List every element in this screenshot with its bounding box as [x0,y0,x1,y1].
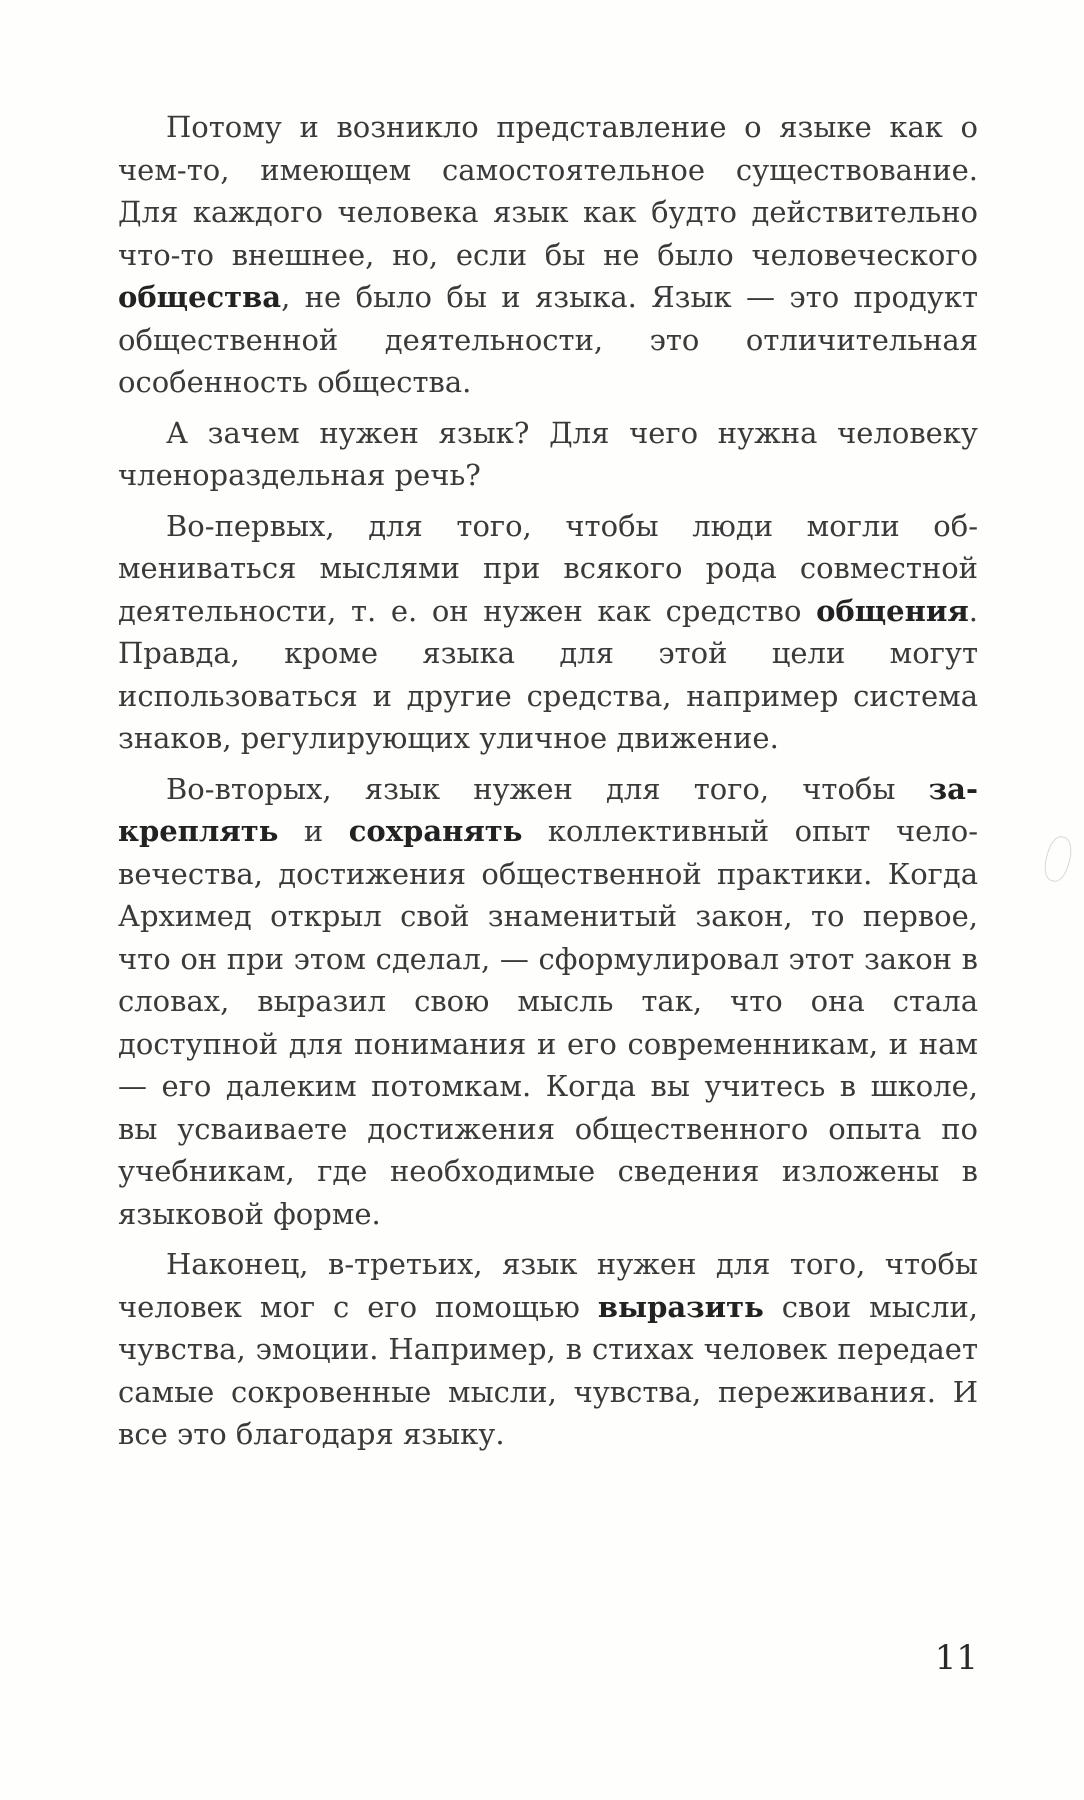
text-run: Во-вторых, язык нужен для того, чтобы [166,771,929,806]
bold-term: закреплять [118,771,978,848]
bold-term: общества [118,280,282,314]
text-run: и [278,814,349,848]
body-text [118,106,978,1464]
margin-pencil-mark [1041,834,1075,884]
bold-term: выразить [597,1289,764,1324]
bold-term: общения [816,593,969,628]
text-run: Потому и возникло представление о языке как о чем-то, имеющем самостоятельное существование. Для каждого человека язык как будто действительно что-то внешнее, но, если бы не было человеческого [118,110,978,272]
text-run: Во-первых, для того, чтобы люди могли обмениваться мыслями при всякого рода совместной деятельности, т. е. он нужен как средство [118,508,978,628]
paragraph [118,106,978,404]
paragraph [118,505,978,760]
bold-term: сохранять [348,814,523,848]
page-number: 11 [934,1638,978,1678]
text-run: свои мысли, чувства, эмоции. Например, в стихах человек передает самые сокровенные мысли, чувства, переживания. И все это благодаря языку. [118,1289,978,1451]
text-run: . Правда, кроме языка для этой цели могут использоваться и другие средства, например система знаков, регулирующих уличное движение. [118,593,978,755]
text-run: , не было бы и языка. Язык — это продукт общественной деятельности, это отличительная особенность общества. [118,280,978,399]
text-run: А зачем нужен язык? Для чего нужна человеку членораздельная речь? [118,415,978,492]
paragraph [118,412,978,497]
text-run: коллективный опыт человечества, достижения общественной практики. Когда Архимед открыл свой знаменитый закон, то первое, что он при этом сделал, — сформулировал этот закон в словах, выразил свою мысль так, что она стала доступной для понимания и его современникам, и нам — его далеким потомкам. Когда вы учитесь в школе, вы усваиваете достижения общественного опыта по учебникам, где необходимые сведения изложены в языковой форме. [118,814,979,1231]
text-run: Наконец, в-третьих, язык нужен для того, чтобы человек мог с его помощью [118,1247,978,1324]
paragraph [118,768,978,1236]
paragraph [118,1243,978,1456]
